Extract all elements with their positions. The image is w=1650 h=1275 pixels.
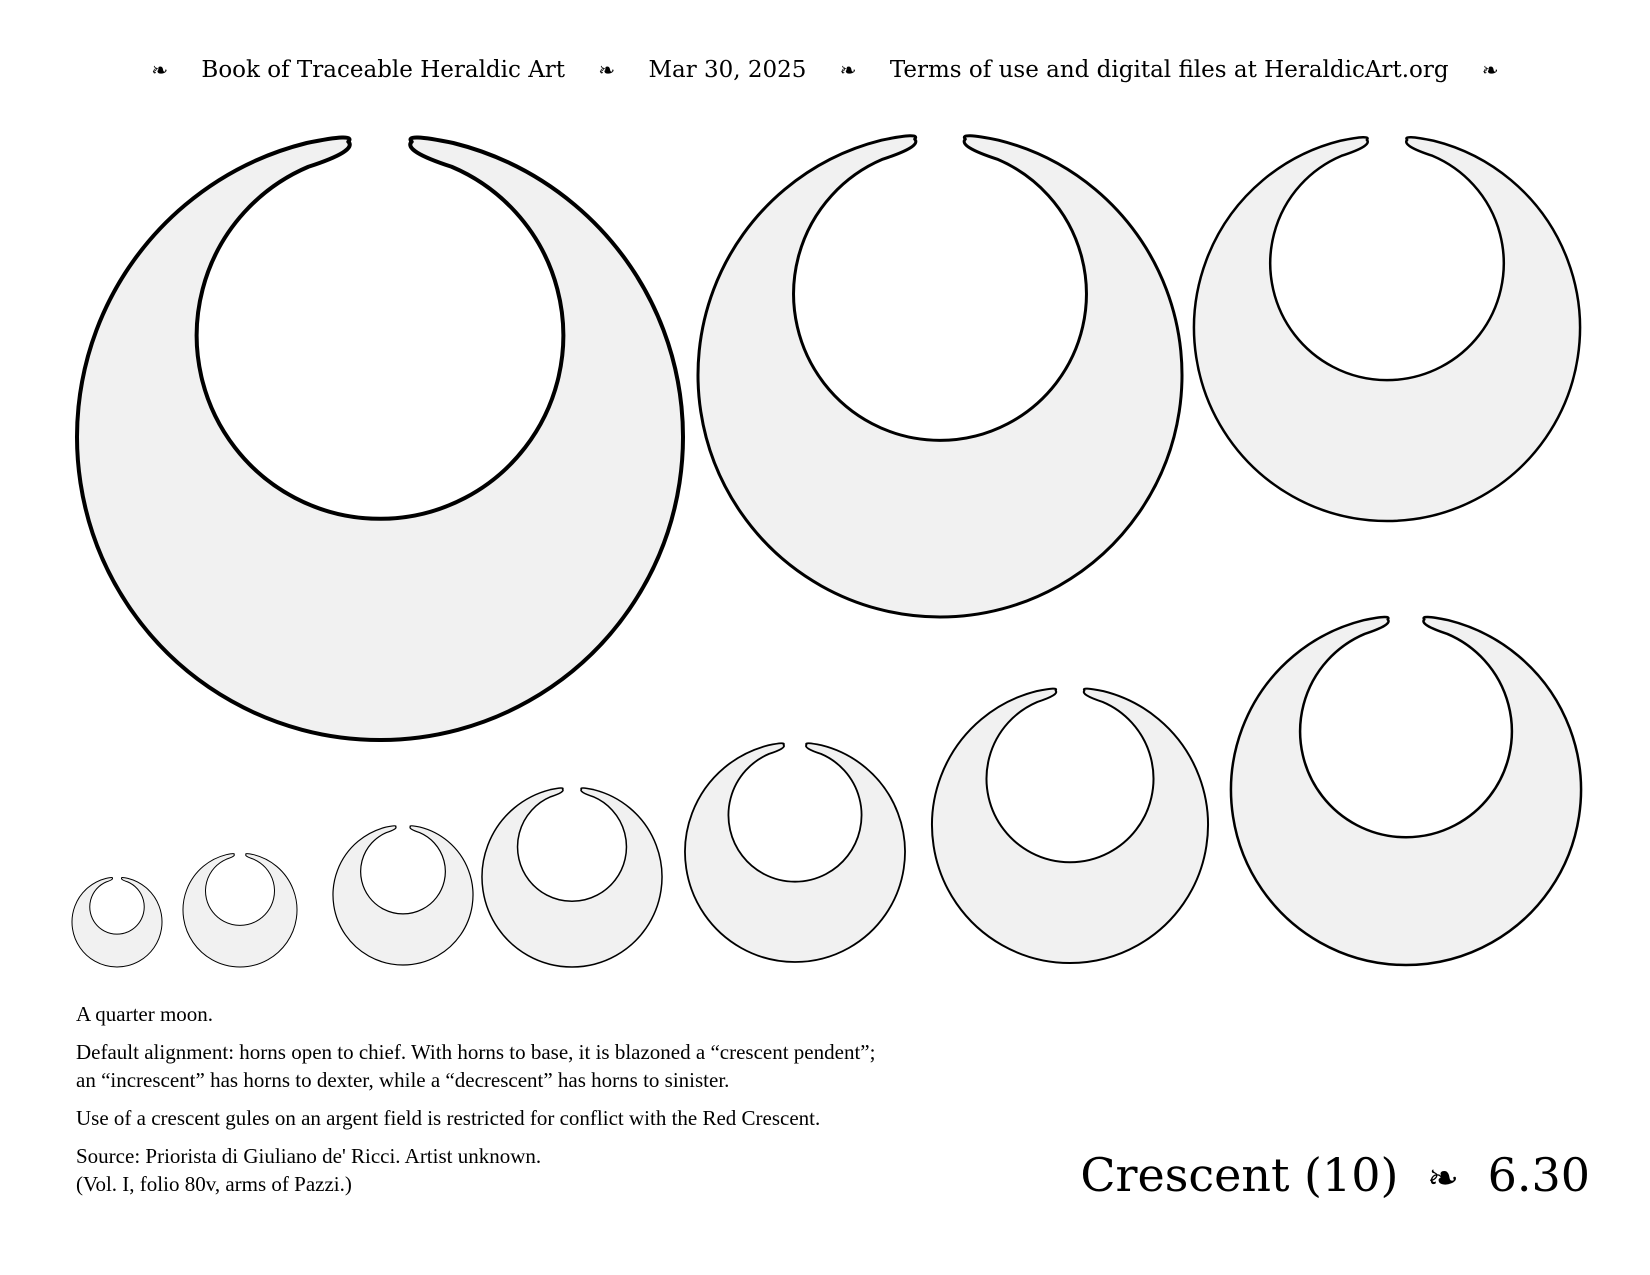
fleuron-icon: ❧: [151, 58, 169, 82]
fleuron-icon: ❧: [1427, 1156, 1459, 1200]
book-title: Book of Traceable Heraldic Art: [201, 57, 566, 83]
crescent-figure-4: [1231, 617, 1581, 965]
crescent-figure-1: [77, 137, 683, 740]
fleuron-icon: ❧: [1481, 58, 1499, 82]
crescent-figure-6: [685, 743, 905, 962]
description-block: [76, 1000, 1116, 1208]
crescent-figure-5: [932, 689, 1208, 963]
alignment-text: [76, 1038, 1116, 1094]
terms-of-use: Terms of use and digital files at HeraldicArt.org: [889, 57, 1449, 83]
alignment-line: Default alignment: horns open to chief. With horns to base, it is blazoned a “crescent pendent”;: [76, 1040, 876, 1064]
plate-name: Crescent (10): [1080, 1148, 1399, 1202]
source-line: (Vol. I, folio 80v, arms of Pazzi.): [76, 1172, 352, 1196]
fleuron-icon: ❧: [839, 58, 857, 82]
plate-number: 6.30: [1487, 1148, 1590, 1202]
alignment-line: an “increscent” has horns to dexter, while a “decrescent” has horns to sinister.: [76, 1068, 730, 1092]
source-line: Source: Priorista di Giuliano de' Ricci. Artist unknown.: [76, 1144, 542, 1168]
crescent-figure-7: [482, 788, 662, 967]
restriction-text: Use of a crescent gules on an argent field is restricted for conflict with the Red Crescent.: [76, 1106, 821, 1130]
crescent-figure-9: [183, 854, 297, 967]
publication-date: Mar 30, 2025: [648, 57, 807, 83]
crescent-figure-3: [1194, 137, 1580, 521]
crescent-figure-10: [72, 878, 162, 967]
crescent-figure-8: [333, 826, 473, 965]
definition-text: A quarter moon.: [76, 1002, 214, 1026]
fleuron-icon: ❧: [598, 58, 616, 82]
plate-title: [1080, 1148, 1590, 1202]
crescent-figure-2: [698, 136, 1182, 617]
source-text: [76, 1142, 1116, 1198]
